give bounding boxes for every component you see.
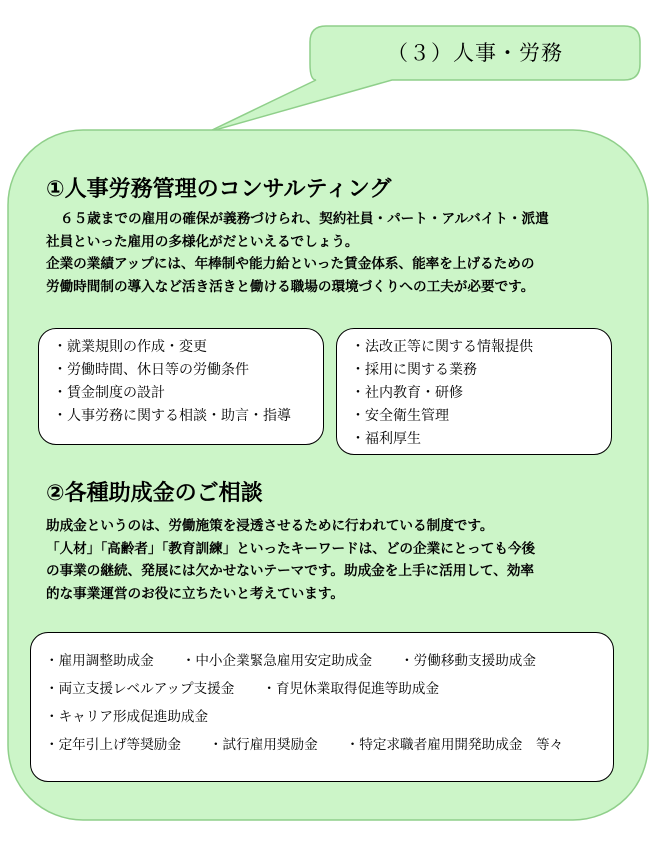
grant-item: ・雇用調整助成金 <box>45 653 154 669</box>
hr-services-list-right <box>336 328 612 455</box>
paragraph-line: 助成金というのは、労働施策を浸透させるために行われている制度です。 <box>46 518 494 534</box>
subsidy-list <box>30 632 614 782</box>
list-item: ・福利厚生 <box>351 431 421 447</box>
list-item: ・採用に関する業務 <box>351 362 477 378</box>
paragraph-line: 「人材」「高齢者」「教育訓練」といったキーワードは、どの企業にとっても今後 <box>46 540 536 557</box>
paragraph-line: の事業の継続、発展には欠かせないテーマです。助成金を上手に活用して、効率 <box>46 563 535 579</box>
list-item: ・労働時間、休日等の労働条件 <box>53 362 249 378</box>
grant-item: ・労働移動支援助成金 <box>400 653 536 669</box>
paragraph-line: 的な事業運営のお役に立ちたいと考えています。 <box>46 585 344 602</box>
list-item: ・賃金制度の設計 <box>53 385 165 401</box>
grant-item: ・定年引上げ等奨励金 <box>45 737 181 753</box>
list-item: ・就業規則の作成・変更 <box>53 339 207 355</box>
grant-item: ・育児休業取得促進等助成金 <box>262 681 440 697</box>
paragraph-line: 社員といった雇用の多様化がだといえるでしょう。 <box>46 233 359 250</box>
hr-services-list-left <box>38 328 324 445</box>
paragraph-line: ６５歳までの雇用の確保が義務づけられ、契約社員・パート・アルバイト・派遣 <box>60 211 549 227</box>
grant-row <box>45 675 613 703</box>
list-item: ・人事労務に関する相談・助言・指導 <box>53 408 291 424</box>
hr-consulting-description <box>46 208 616 298</box>
grant-item: ・両立支援レベルアップ支援金 <box>45 681 235 697</box>
grant-row <box>45 703 613 731</box>
section-title: （３）人事・労務 <box>387 41 563 65</box>
grant-item: ・試行雇用奨励金 <box>208 737 318 753</box>
heading-subsidy-consulting: ②各種助成金のご相談 <box>46 481 263 506</box>
grant-item: ・特定求職者雇用開発助成金 等々 <box>345 737 564 753</box>
list-item: ・社内教育・研修 <box>351 385 463 401</box>
subsidy-description <box>46 515 616 605</box>
heading-hr-consulting: ①人事労務管理のコンサルティング <box>46 177 392 202</box>
list-item: ・安全衛生管理 <box>351 408 449 424</box>
grant-row <box>45 647 613 675</box>
list-item: ・法改正等に関する情報提供 <box>351 339 533 355</box>
paragraph-line: 労働時間制の導入など活き活きと働ける職場の環境づくりへの工夫が必要です。 <box>46 278 535 295</box>
grant-item: ・キャリア形成促進助成金 <box>45 709 209 725</box>
grant-row <box>45 731 613 759</box>
grant-item: ・中小企業緊急雇用安定助成金 <box>181 653 373 669</box>
paragraph-line: 企業の業績アップには、年棒制や能力給といった賃金体系、能率を上げるための <box>46 256 535 272</box>
